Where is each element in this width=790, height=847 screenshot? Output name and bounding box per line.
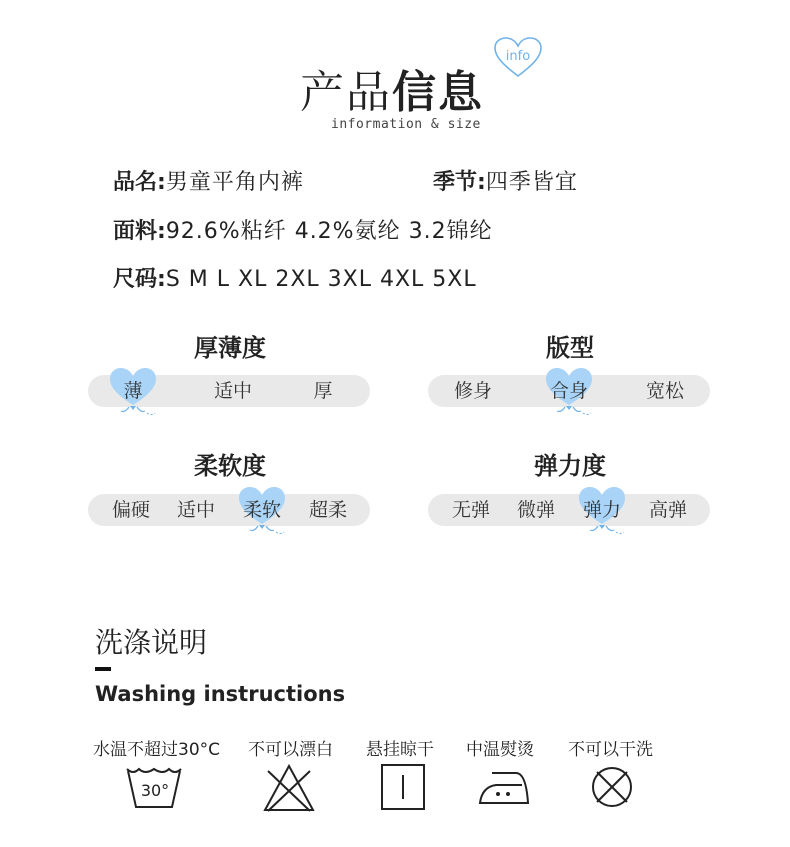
scale-option: 适中 [213, 380, 252, 402]
info-heart-badge-icon [492, 36, 544, 80]
spec-value: S M L XL 2XL 3XL 4XL 5XL [165, 267, 477, 292]
scale-option: 偏硬 [111, 499, 150, 521]
scale-option: 宽松 [645, 380, 684, 402]
spec-season [433, 165, 578, 196]
scale-bar-softness [88, 494, 370, 526]
hang-dry-icon [380, 763, 426, 811]
scale-title-thickness: 厚薄度 [194, 334, 266, 362]
spec-label: 尺码: [113, 267, 166, 292]
scale-option: 弹力 [582, 499, 621, 521]
scale-option: 厚 [313, 380, 333, 402]
spec-fabric [113, 214, 493, 245]
spec-value: 四季皆宜 [485, 170, 578, 195]
iron-medium-icon [476, 763, 532, 809]
wash-label: 中温熨烫 [466, 740, 534, 760]
wash-label: 不可以干洗 [568, 740, 653, 760]
washing-title: 洗涤说明 [95, 626, 208, 659]
washing-title-underline [95, 667, 111, 671]
scale-option: 薄 [123, 380, 143, 402]
title-bold: 信息 [392, 67, 484, 118]
scale-title-fit: 版型 [546, 334, 594, 362]
scale-option: 合身 [549, 380, 588, 402]
scale-option: 超柔 [308, 499, 347, 521]
spec-label: 面料: [113, 219, 166, 244]
washing-subtitle: Washing instructions [95, 682, 346, 706]
wash-label: 悬挂晾干 [366, 740, 434, 760]
wash-label: 水温不超过30°C [93, 740, 221, 760]
spec-size [113, 262, 477, 293]
spec-name [113, 165, 304, 196]
scale-bar-fit [428, 375, 710, 407]
no-bleach-icon [262, 763, 316, 813]
scale-bar-thickness [88, 375, 370, 407]
scale-option: 高弹 [648, 499, 687, 521]
scale-option: 适中 [176, 499, 215, 521]
no-dry-clean-icon [589, 763, 635, 811]
wash-label: 不可以漂白 [248, 740, 333, 760]
spec-label: 品名: [113, 170, 166, 195]
scale-option: 柔软 [242, 499, 281, 521]
scale-bar-elasticity [428, 494, 710, 526]
scale-option: 无弹 [451, 499, 490, 521]
info-badge-text: info [505, 49, 531, 64]
scale-title-softness: 柔软度 [194, 452, 266, 480]
title-light: 产品 [300, 67, 392, 118]
spec-label: 季节: [433, 170, 486, 195]
scale-title-elasticity: 弹力度 [534, 452, 606, 480]
wash-30-icon [124, 763, 184, 813]
spec-value: 92.6%粘纤 4.2%氨纶 3.2锦纶 [165, 219, 493, 244]
scale-option: 修身 [453, 380, 492, 402]
page-title [300, 56, 484, 120]
page-subtitle: information & size [331, 117, 481, 132]
scale-option: 微弹 [516, 499, 555, 521]
wash-temp-text: 30° [140, 781, 170, 800]
spec-value: 男童平角内裤 [165, 170, 304, 195]
